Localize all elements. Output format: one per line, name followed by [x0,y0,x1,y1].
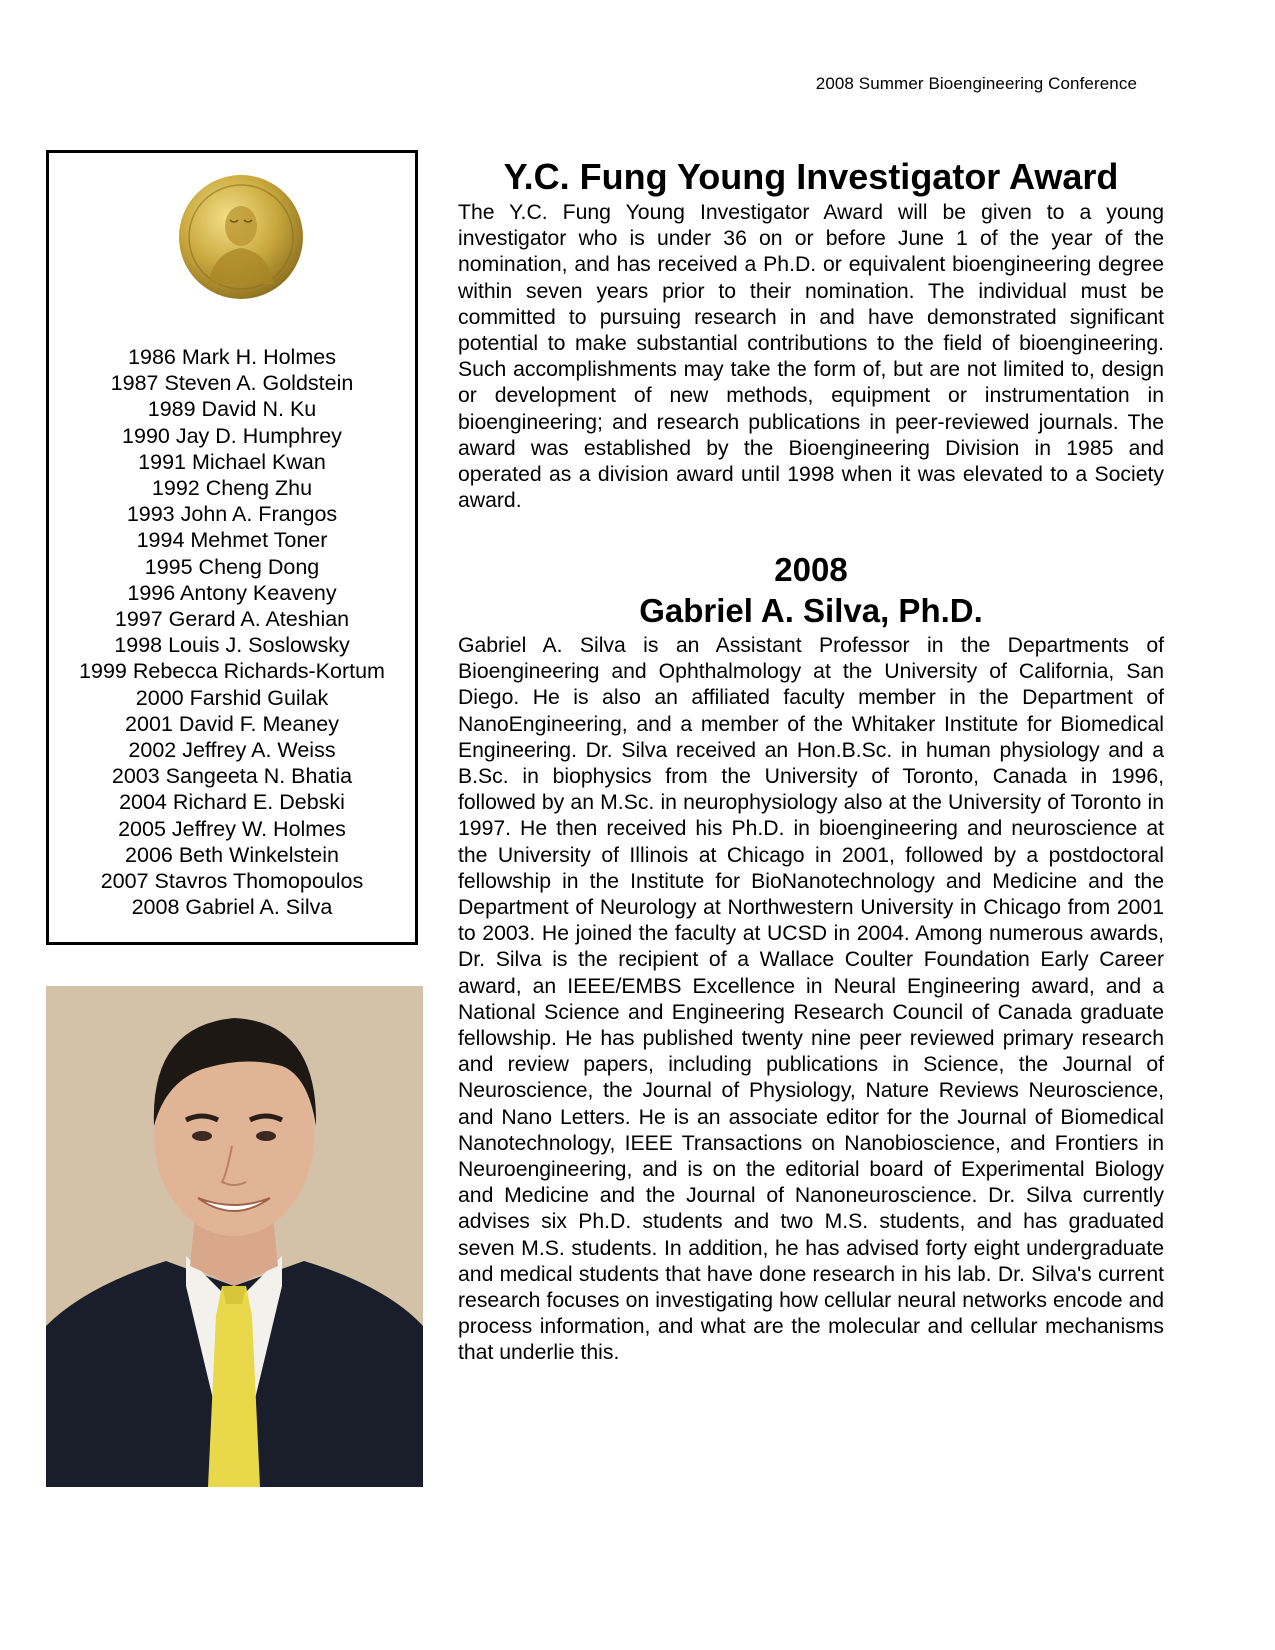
list-item: 1992 Cheng Zhu [151,476,313,501]
list-item: 2000 Farshid Guilak [135,685,329,710]
past-winners-box [46,150,418,945]
award-title: Y.C. Fung Young Investigator Award [503,156,1119,197]
portrait-photo [46,986,423,1487]
list-item: 2006 Beth Winkelstein [125,842,339,867]
conference-header: 2008 Summer Bioengineering Conference [815,74,1137,93]
recipient-name: Gabriel A. Silva, Ph.D. [639,592,983,629]
list-item: 1986 Mark H. Holmes [128,345,336,369]
recipient-bio: Gabriel A. Silva is an Assistant Professor in the Departments of Bioengineering and Ophthalmology at the University of California, San Diego. He is also an affiliated faculty member in the Department of NanoEngineering, and a member of the Whitaker Institute for Biomedical Engineering. Dr. Silva received an Hon.B.Sc. in human physiology and a B.Sc. in biophysics from the University of Toronto, Canada in 1996, followed by an M.Sc. in neurophysiology also at the University of Toronto in 1997. He then received his Ph.D. in bioengineering and neuroscience at the University of Illinois at Chicago in 2001, followed by a postdoctoral fellowship in the Institute for BioNanotechnology and Medicine and the Department of Neurology at Northwestern University in Chicago from 2001 to 2003. He joined the faculty at UCSD in 2004. Among numerous awards, Dr. Silva is the recipient of a Wallace Coulter Foundation Early Career award, an IEEE/EMBS Excellence in Neural Engineering award, and a National Science and Engineering Research Council of Canada graduate fellowship. He has published twenty nine peer reviewed primary research and review papers, including publications in Science, the Journal of Neuroscience, the Journal of Physiology, Nature Reviews Neuroscience, and Nano Letters. He is an associate editor for the Journal of Biomedical Nanotechnology, IEEE Transactions on Nanobioscience, and Frontiers in Neuroengineering, and is on the editorial board of Experimental Biology and Medicine and the Journal of Nanoneuroscience. Dr. Silva currently advises six Ph.D. students and two M.S. students, and has graduated seven M.S. students. In addition, he has advised forty eight undergraduate and medical students that have done research in his lab. Dr. Silva's current research focuses on investigating how cellular neural networks encode and process information, and what are the molecular and cellular mechanisms that underlie this. [458,634,1164,1365]
list-item: 1990 Jay D. Humphrey [122,423,342,448]
list-item: 1999 Rebecca Richards-Kortum [79,659,385,684]
list-item: 1997 Gerard A. Ateshian [114,607,350,632]
list-item: 2002 Jeffrey A. Weiss [128,738,336,763]
list-item: 2007 Stavros Thomopoulos [100,869,364,894]
list-item: 1996 Antony Keaveny [127,580,337,605]
list-item: 1995 Cheng Dong [144,554,320,579]
medal-portrait-icon [178,174,304,300]
list-item: 2001 David F. Meaney [125,711,339,736]
list-item: 2003 Sangeeta N. Bhatia [111,764,353,789]
list-item: 2005 Jeffrey W. Holmes [118,816,346,841]
list-item: 1998 Louis J. Soslowsky [114,633,350,658]
list-item: 2004 Richard E. Debski [119,790,345,815]
recipient-year: 2008 [774,551,848,588]
award-description: The Y.C. Fung Young Investigator Award will be given to a young investigator who is under 36 on or before June 1 of the year of the nomination, and has received a Ph.D. or equivalent bioengineering degree within seven years prior to their nomination. The individual must be committed to pursuing research in and have demonstrated significant potential to make substantial contributions to the field of bioengineering. Such accomplishments may take the form of, but are not limited to, design or development of new methods, equipment or instrumentation in bioengineering; and research publications in peer-reviewed journals. The award was established by the Bioengineering Division in 1985 and operated as a division award until 1998 when it was elevated to a Society award. [458,201,1164,513]
list-item: 1993 John A. Frangos [126,502,338,527]
list-item: 1991 Michael Kwan [138,449,326,474]
list-item: 1994 Mehmet Toner [136,528,328,553]
past-winners-list [49,344,415,920]
list-item: 1989 David N. Ku [147,397,317,422]
list-item: 2008 Gabriel A. Silva [131,895,333,920]
list-item: 1987 Steven A. Goldstein [110,371,354,396]
